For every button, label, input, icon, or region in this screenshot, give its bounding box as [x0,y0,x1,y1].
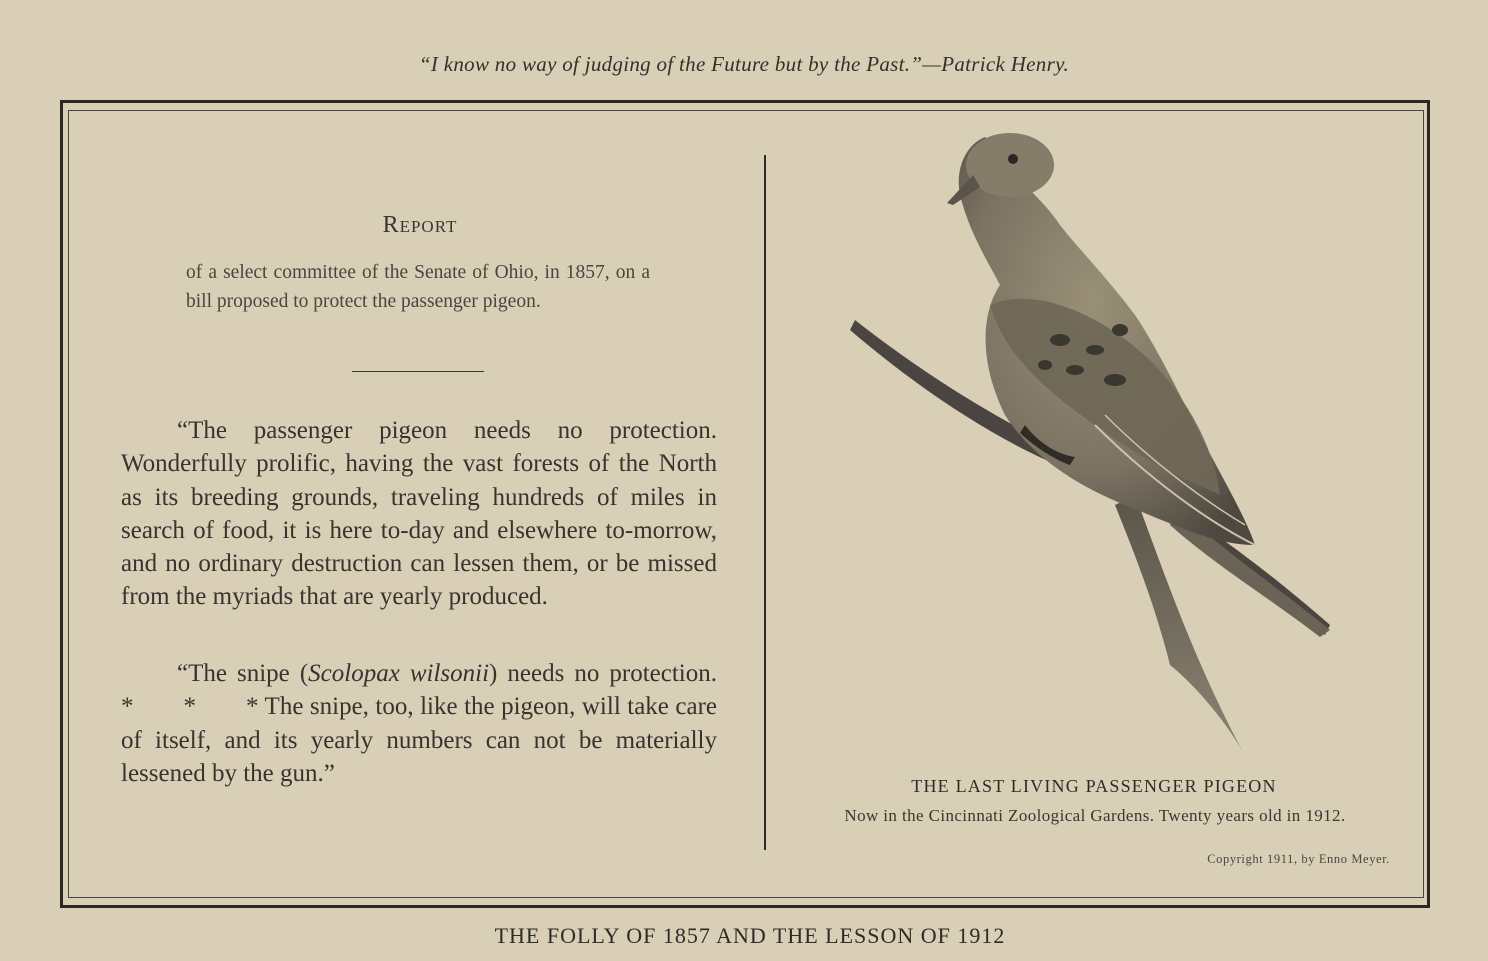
pigeon-eye [1008,154,1018,164]
report-title: Report [382,212,458,238]
quote2-mid: ) needs no protection. [489,660,718,687]
quote2-lead: “The snipe ( [177,660,309,687]
photo-caption-title: THE LAST LIVING PASSENGER PIGEON [911,776,1277,796]
quote-paragraph-1: “The passenger pigeon needs no protection. Wonderfully prolific, having the vast forests of the North as its breeding grounds, traveling hundreds of miles in search of food, it is here to-day and elsewhere to-morrow, and no ordinary destruction can lessen them, or be missed from the myriads that are yearly produced. [121,417,717,611]
page-footer-title: THE FOLLY OF 1857 AND THE LESSON OF 1912 [494,923,1006,948]
quote-passenger-pigeon [121,414,717,614]
quote-snipe [121,657,717,790]
epigraph-quote: “I know no way of judging of the Future but by the Past.”—Patrick Henry. [418,52,1070,76]
column-divider [764,155,766,850]
copyright-notice: Copyright 1911, by Enno Meyer. [1207,852,1390,866]
quote2-tail: The snipe, too, like the pigeon, will take care of itself, and its yearly numbers can not be materially lessened by the gun.” [121,693,717,787]
section-rule [352,371,484,372]
species-name: Scolopax wilsonii [308,660,490,687]
ellipsis-stars: * * * [121,693,259,721]
pigeon-photo [775,125,1415,775]
report-subtitle: of a select committee of the Senate of Ohio, in 1857, on a bill proposed to protect the passenger pigeon. [186,262,650,312]
photo-caption-subtitle: Now in the Cincinnati Zoological Gardens. Twenty years old in 1912. [844,806,1346,825]
quote-paragraph-2 [121,657,717,790]
